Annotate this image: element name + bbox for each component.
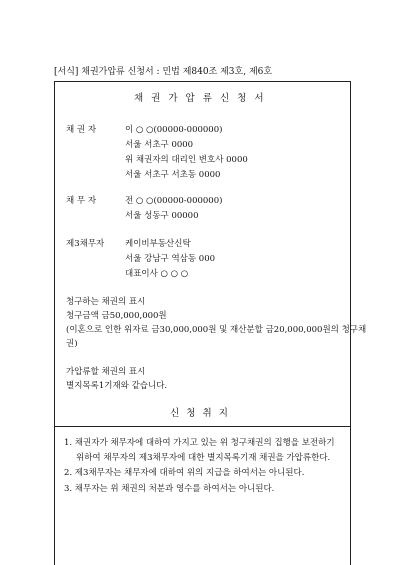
petition-heading: 신 청 취 지 (170, 408, 230, 419)
third-party-representative: 대표이사 ○ ○ ○ (125, 269, 189, 279)
petition-item-2: 2. 제3채무자는 채무자에 대하여 위의 지급을 하여서는 아니된다. (64, 468, 305, 478)
third-party-label: 제3채무자 (66, 239, 105, 249)
seized-text: 별지목록1기재와 같습니다. (66, 381, 168, 391)
third-party-name: 케이비부동산신탁 (125, 239, 191, 249)
claim-detail-continued: 권) (66, 339, 78, 349)
creditor-agent: 위 채권자의 대리인 변호사 0000 (125, 155, 248, 165)
petition-item-3: 3. 채무자는 위 채권의 처분과 영수를 하여서는 아니된다. (64, 484, 275, 494)
section-divider (55, 426, 350, 427)
claim-detail: (이혼으로 인한 위자료 금30,000,000원 및 재산분할 금20,000,000원의 청구채 (66, 325, 367, 335)
third-party-address: 서울 강남구 역삼동 000 (125, 254, 216, 264)
debtor-label: 채 무 자 (66, 196, 97, 206)
creditor-name: 이 ○ ○(00000-000000) (125, 125, 223, 135)
creditor-agent-address: 서울 서초구 서초동 0000 (125, 170, 221, 180)
seized-heading: 가압류할 채권의 표시 (66, 367, 146, 377)
form-caption: [서식] 채권가압류 신청서 : 민법 제840조 제3호, 제6호 (54, 67, 273, 77)
debtor-address: 서울 성동구 00000 (125, 211, 199, 221)
document-title: 채 권 가 압 류 신 청 서 (133, 93, 267, 104)
claim-amount: 청구금액 금50,000,000원 (66, 311, 167, 321)
claim-heading: 청구하는 채권의 표시 (66, 297, 146, 307)
petition-item-1: 1. 채권자가 채무자에 대하여 가지고 있는 위 청구채권의 집행을 보전하기 (64, 438, 335, 448)
creditor-address: 서울 서초구 0000 (125, 140, 194, 150)
debtor-name: 전 ○ ○(00000-000000) (125, 196, 223, 206)
creditor-label: 채 권 자 (66, 125, 97, 135)
petition-item-1-continued: 위하여 채무자의 제3채무자에 대한 별지목록기재 채권을 가압류한다. (76, 453, 331, 463)
